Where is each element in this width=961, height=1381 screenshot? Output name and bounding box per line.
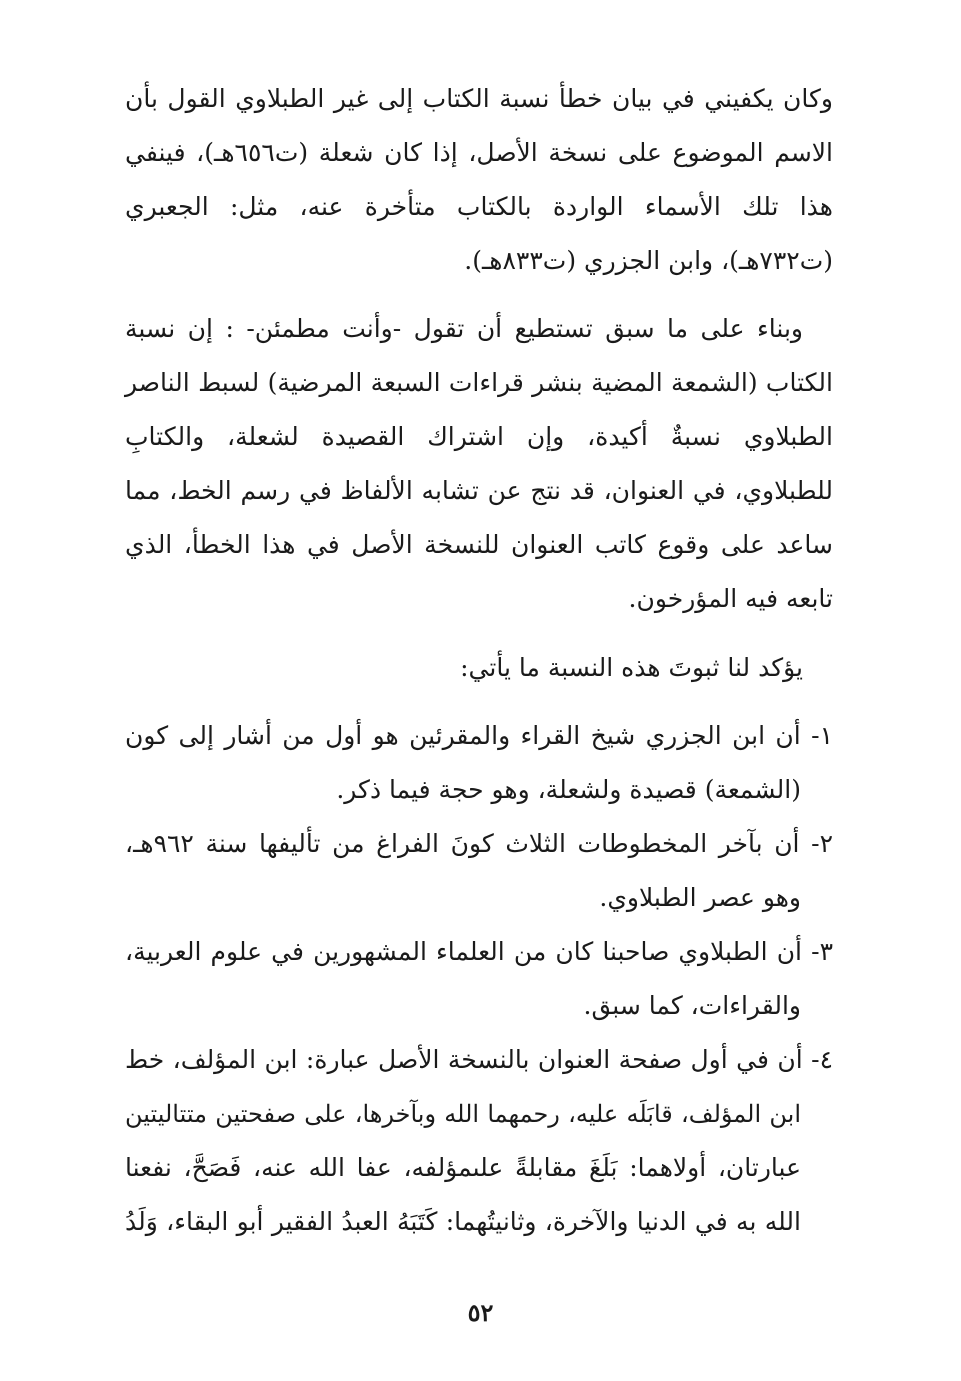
text-line: للطبلاوي، في العنوان، قد نتج عن تشابه الألفاظ في رسم الخط، مما bbox=[125, 476, 833, 505]
intro-line bbox=[125, 641, 833, 695]
text-line: ساعد على وقوع كاتب العنوان للنسخة الأصل في هذا الخطأ، الذي bbox=[125, 530, 833, 559]
text-line: الاسم الموضوع على نسخة الأصل، إذا كان شعلة (ت٦٥٦هـ)، فينفي bbox=[125, 138, 833, 167]
text-line: (ت٧٣٢هـ)، وابن الجزري (ت٨٣٣هـ). bbox=[464, 246, 833, 275]
text-line: ٢- أن بآخر المخطوطات الثلاث كونَ الفراغ من تأليفها سنة ٩٦٢هـ، bbox=[125, 829, 833, 858]
numbered-list bbox=[125, 709, 833, 1249]
list-item bbox=[125, 1033, 833, 1249]
paragraph-1 bbox=[125, 72, 833, 288]
text-line: وهو عصر الطبلاوي. bbox=[599, 883, 801, 912]
text-line: ١- أن ابن الجزري شيخ القراء والمقرئين هو أول من أشار إلى كون bbox=[125, 721, 833, 750]
text-line: تابعه فيه المؤرخون. bbox=[628, 584, 833, 613]
paragraph-2 bbox=[125, 302, 833, 626]
text-line: عبارتان، أولاهما: بَلَغَ مقابلةً علىمؤلفه، عفا الله عنه، فَصَحَّ، نفعنا bbox=[125, 1153, 801, 1182]
text-line: وبناء على ما سبق تستطيع أن تقول -وأنت مطمئن- : إن نسبة bbox=[125, 314, 803, 343]
text-line: ٣- أن الطبلاوي صاحبنا كان من العلماء المشهورين في علوم العربية، bbox=[125, 937, 833, 966]
list-item bbox=[125, 817, 833, 925]
text-line: (الشمعة) قصيدة ولشعلة، وهو حجة فيما ذكر. bbox=[336, 775, 801, 804]
text-line: ٤- أن في أول صفحة العنوان بالنسخة الأصل عبارة: ابن المؤلف، خط bbox=[125, 1045, 833, 1074]
text-line: الطبلاوي نسبةٌ أكيدة، وإن اشتراك القصيدة لشعلة، والكتابِ bbox=[125, 422, 833, 451]
text-line: هذا تلك الأسماء الواردة بالكتاب متأخرة عنه، مثل: الجعبري bbox=[125, 192, 833, 221]
list-item bbox=[125, 925, 833, 1033]
text-line: الله به في الدنيا والآخرة، وثانيتُهما: كَتَبَهُ العبدُ الفقير أبو البقاء، وَلَدُ bbox=[125, 1207, 801, 1236]
list-item bbox=[125, 709, 833, 817]
text-line: يؤكد لنا ثبوتَ هذه النسبة ما يأتي: bbox=[460, 653, 803, 682]
text-line: وكان يكفيني في بيان خطأ نسبة الكتاب إلى غير الطبلاوي القول بأن bbox=[125, 84, 833, 113]
text-line: الكتاب (الشمعة المضية بنشر قراءات السبعة المرضية) لسبط الناصر bbox=[125, 368, 833, 397]
text-line: والقراءات، كما سبق. bbox=[583, 991, 801, 1020]
text-line: ابن المؤلف، قابَلَه عليه، رحمهما الله وبآخرها، على صفحتين متتاليتين bbox=[125, 1100, 801, 1128]
page-number: ٥٢ bbox=[467, 1298, 494, 1327]
